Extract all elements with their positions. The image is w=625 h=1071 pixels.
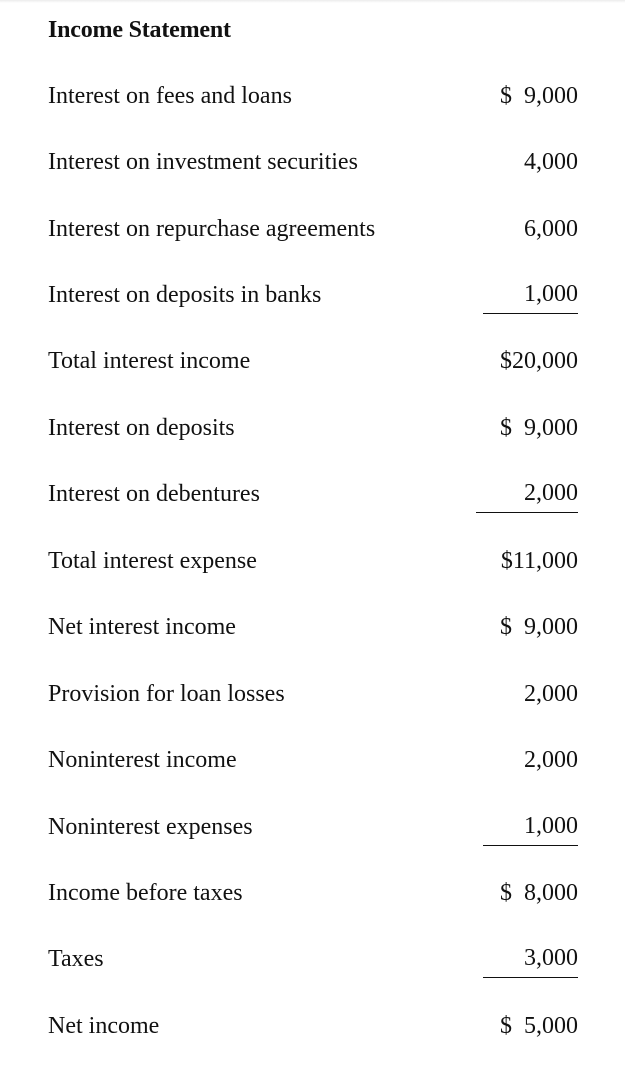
statement-row (48, 807, 578, 847)
row-label: Interest on investment securities (48, 149, 358, 175)
row-label: Net interest income (48, 614, 236, 640)
statement-row (48, 474, 578, 514)
row-label: Net income (48, 1013, 160, 1039)
statement-row (48, 541, 578, 581)
statement-row (48, 275, 578, 315)
statement-row (48, 142, 578, 182)
top-divider (0, 0, 625, 3)
row-label: Noninterest income (48, 747, 237, 773)
row-amount: 4,000 (524, 149, 578, 175)
row-label: Taxes (48, 946, 104, 972)
statement-title: Income Statement (48, 17, 231, 43)
statement-row (48, 341, 578, 381)
row-amount-underlined: 1,000 (483, 807, 578, 846)
statement-row (48, 740, 578, 780)
row-label: Total interest income (48, 348, 251, 374)
row-label: Interest on deposits in banks (48, 282, 322, 308)
row-amount: 2,000 (524, 747, 578, 773)
row-amount-underlined: 1,000 (483, 275, 578, 314)
statement-row (48, 209, 578, 249)
row-label: Interest on deposits (48, 415, 235, 441)
row-amount-underlined: 3,000 (483, 939, 578, 978)
row-label: Noninterest expenses (48, 814, 253, 840)
row-label: Provision for loan losses (48, 681, 285, 707)
row-label: Interest on debentures (48, 481, 260, 507)
statement-row (48, 607, 578, 647)
row-amount: 6,000 (524, 216, 578, 242)
statement-row (48, 873, 578, 913)
statement-row (48, 76, 578, 116)
row-label: Total interest expense (48, 548, 257, 574)
row-label: Income before taxes (48, 880, 243, 906)
row-amount: 2,000 (524, 681, 578, 707)
row-amount: $ 8,000 (500, 880, 578, 906)
row-amount: $11,000 (500, 548, 578, 574)
statement-row (48, 674, 578, 714)
statement-row (48, 408, 578, 448)
row-amount-underlined: 2,000 (476, 474, 578, 513)
row-amount: $ 9,000 (500, 83, 578, 109)
statement-row (48, 1006, 578, 1046)
row-label: Interest on repurchase agreements (48, 216, 376, 242)
row-amount: $ 9,000 (500, 415, 578, 441)
row-label: Interest on fees and loans (48, 83, 292, 109)
row-amount: $20,000 (500, 348, 578, 374)
row-amount: $ 5,000 (500, 1013, 578, 1039)
row-amount: $ 9,000 (500, 614, 578, 640)
statement-row (48, 939, 578, 979)
